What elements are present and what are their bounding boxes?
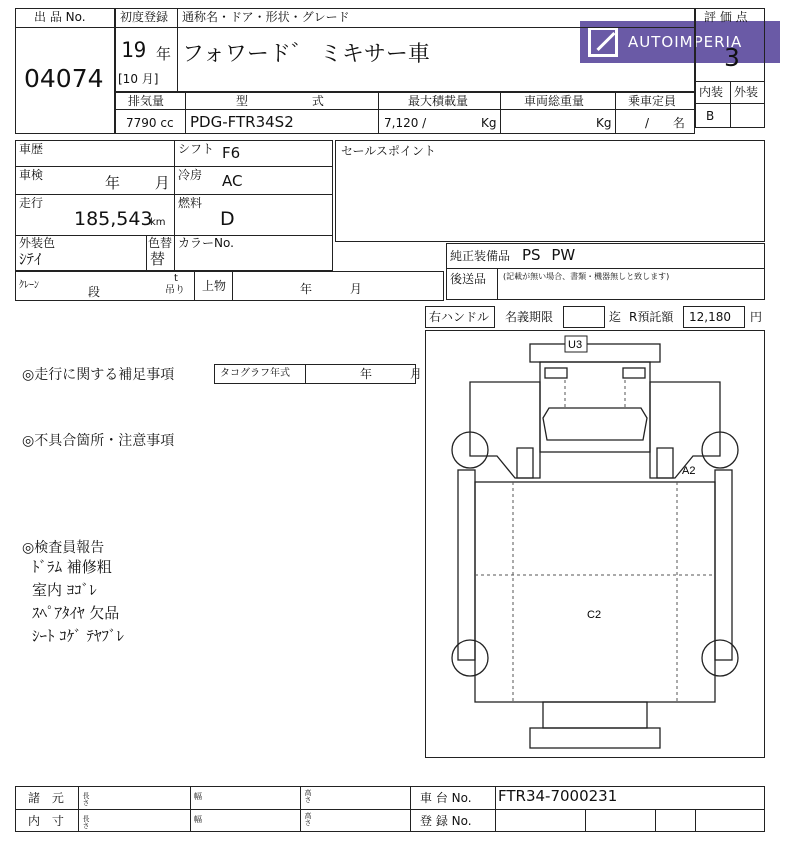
gross-weight-unit: Kg <box>596 116 612 130</box>
crane-label: ｸﾚｰﾝ <box>19 280 39 291</box>
headlight-right <box>623 368 645 378</box>
exterior-color-label: 外装色 <box>19 236 56 250</box>
score-value: 3 <box>724 43 740 72</box>
name-deadline-label: 名義期限 <box>505 310 554 324</box>
height-label-2: 高さ <box>304 812 312 826</box>
model-name: フォワード゛ ミキサー車 <box>182 42 430 67</box>
recycle-label: R預託額 <box>629 310 674 324</box>
mileage-value: 185,543 <box>74 208 153 230</box>
crane-lift: 吊り <box>165 285 185 296</box>
mileage-unit: km <box>150 217 166 228</box>
recycle-amount: 12,180 <box>689 310 731 324</box>
cab-side-left <box>470 382 540 478</box>
inspection-value: 年 月 <box>105 174 170 192</box>
aircon-label: 冷房 <box>178 168 203 182</box>
inspector-heading: ◎検査員報告 <box>22 540 105 556</box>
mirror-right <box>657 448 673 478</box>
equipment-label: 純正装備品 <box>450 249 511 263</box>
width-label-2: 幅 <box>194 815 202 824</box>
logo-text: AUTOIMPERIA <box>628 33 743 51</box>
cargo-body <box>475 482 715 702</box>
exterior-color-value: ｼﾃｲ <box>19 250 42 268</box>
crane-stage: 段 <box>88 285 101 299</box>
mark-u3: U3 <box>568 339 583 351</box>
tachograph-date: 年 月 <box>360 367 422 381</box>
truck-diagram <box>425 330 765 758</box>
equipment-value: PS PW <box>522 246 576 264</box>
year-unit: 年 <box>156 45 172 63</box>
score-label: 評 価 点 <box>704 10 748 24</box>
mark-c2: C2 <box>587 609 602 621</box>
cargo-side-left <box>458 470 475 660</box>
interior-label: 内装 <box>699 85 724 99</box>
inspector-line-3: ｽﾍﾟｱﾀｲﾔ 欠品 <box>32 604 120 622</box>
inspection-label: 車検 <box>19 168 44 182</box>
gross-weight-label: 車両総重量 <box>524 94 585 108</box>
until-text: 迄 <box>609 310 622 324</box>
chassis-label: 車 台 No. <box>420 791 472 805</box>
cab-side-right <box>650 382 720 478</box>
inspector-line-2: 室内 ﾖｺﾞﾚ <box>32 581 97 599</box>
fuel-label: 燃料 <box>178 196 203 210</box>
color-change-value: 替 <box>150 250 166 268</box>
chassis-number: FTR34-7000231 <box>498 787 618 805</box>
tachograph-label: タコグラフ年式 <box>220 368 290 379</box>
name-deadline-box <box>563 306 605 328</box>
yen-unit: 円 <box>750 310 763 324</box>
delivery-label: 後送品 <box>450 272 487 286</box>
spec-label: 諸 元 <box>28 791 64 805</box>
sales-point-label: セールスポイント <box>341 144 436 158</box>
rear-frame <box>543 702 647 728</box>
first-registration-label: 初度登録 <box>120 10 169 24</box>
capacity-value: / 名 <box>645 116 685 130</box>
driving-notes-heading: ◎走行に関する補足事項 <box>22 367 175 383</box>
mirror-left <box>517 448 533 478</box>
fuel-value: D <box>220 208 235 230</box>
mileage-label: 走行 <box>19 196 44 210</box>
height-label-1: 高さ <box>304 789 312 803</box>
max-load-value: 7,120 / <box>384 116 427 130</box>
front-bumper <box>530 344 660 362</box>
interior-grade: B <box>706 109 715 123</box>
cab-roof <box>540 362 650 452</box>
displacement-value: 7790 cc <box>126 116 174 130</box>
length-label-2: 長さ <box>82 815 90 829</box>
lot-number: 04074 <box>24 64 104 93</box>
color-no-label: カラーNo. <box>178 236 234 250</box>
inner-dim-label: 内 寸 <box>28 814 64 828</box>
cargo-side-right <box>715 470 732 660</box>
type-value: PDG-FTR34S2 <box>190 113 294 131</box>
max-load-unit: Kg <box>481 116 497 130</box>
history-label: 車歴 <box>19 142 44 156</box>
mark-a2: A2 <box>682 465 696 477</box>
shift-label: シフト <box>178 142 215 156</box>
registration-year: 19 <box>121 38 147 62</box>
length-label-1: 長さ <box>82 792 90 806</box>
inspector-line-1: ﾄﾞﾗﾑ 補修粗 <box>32 558 112 576</box>
capacity-label: 乗車定員 <box>628 94 677 108</box>
delivery-note: (記載が無い場合、書類・機器無しと致します) <box>503 272 670 281</box>
shift-value: F6 <box>222 144 241 162</box>
exterior-label: 外装 <box>734 85 759 99</box>
headlight-left <box>545 368 567 378</box>
model-name-label: 通称名・ドア・形状・グレード <box>182 10 350 24</box>
registration-month: [10 月] <box>118 72 159 86</box>
color-change-label: 色替 <box>148 236 173 250</box>
defects-heading: ◎不具合箇所・注意事項 <box>22 433 175 449</box>
upper-label: 上物 <box>202 279 227 293</box>
registration-no-label: 登 録 No. <box>420 814 472 828</box>
upper-date: 年 月 <box>300 282 362 296</box>
crane-row <box>15 271 444 301</box>
aircon-value: AC <box>222 172 243 190</box>
inspector-line-4: ｼｰﾄ ｺｹﾞ ﾃﾔﾌﾞﾚ <box>32 627 125 645</box>
displacement-label: 排気量 <box>128 94 165 108</box>
lot-no-label: 出 品 No. <box>34 10 86 24</box>
type-label: 型 式 <box>236 94 324 108</box>
rear-bumper <box>530 728 660 748</box>
rhd-text: 右ハンドル <box>429 310 490 324</box>
crane-t: t <box>174 273 178 284</box>
windshield <box>543 408 647 440</box>
width-label-1: 幅 <box>194 792 202 801</box>
max-load-label: 最大積載量 <box>408 94 469 108</box>
